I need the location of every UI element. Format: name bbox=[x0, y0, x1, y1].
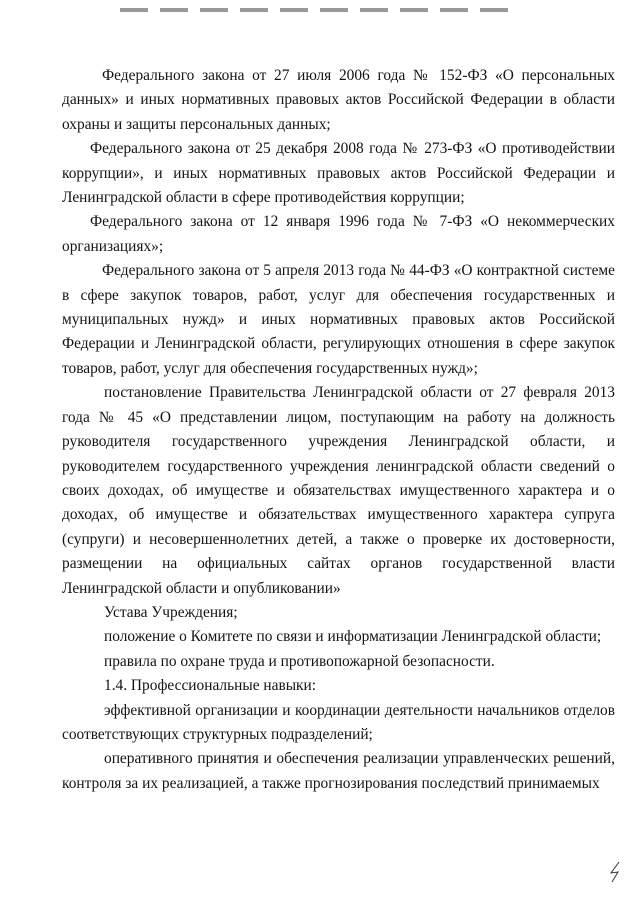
handwritten-mark-icon bbox=[608, 861, 622, 883]
paragraph-coordination: эффективной организации и координации деятельности начальников отделов соответствующих структурных подразделений; bbox=[62, 701, 615, 743]
paragraph-charter: Устава Учреждения; bbox=[104, 603, 238, 621]
paragraph-44-fz: Федерального закона от 5 апреля 2013 года № 44-ФЗ «О контрактной системе в сфере закупок товаров, работ, услуг для обеспечения государственных и муниципальных нужд» и иных нормативных правовых актов Российской Федерации и Ленинградской области, регулирующих отношения в сфере закупок товаров, работ, услуг для обеспечения государственных нужд»; bbox=[62, 262, 615, 377]
paragraph-committee-regulation: положение о Комитете по связи и информатизации Ленинградской области; bbox=[104, 628, 602, 646]
paragraph-152-fz: Федерального закона от 27 июля 2006 года № 152-ФЗ «О персональных данных» и иных нормативных правовых актов Российской Федерации в области охраны и защиты персональных данных; bbox=[62, 67, 615, 133]
section-heading-skills: 1.4. Профессиональные навыки: bbox=[104, 677, 317, 695]
paragraph-273-fz: Федерального закона от 25 декабря 2008 года № 273-ФЗ «О противодействии коррупции», и иных нормативных правовых актов Российской Федерации и Ленинградской области в сфере противодействия коррупции; bbox=[62, 140, 615, 207]
scan-header-marks bbox=[120, 8, 520, 12]
document-body bbox=[62, 64, 615, 796]
paragraph-safety-rules: правила по охране труда и противопожарной безопасности. bbox=[104, 652, 495, 670]
paragraph-decisions: оперативного принятия и обеспечения реализации управленческих решений, контроля за их реализацией, а также прогнозирования последствий принимаемых bbox=[62, 750, 615, 792]
paragraph-7-fz: Федерального закона от 12 января 1996 года № 7-ФЗ «О некоммерческих организациях»; bbox=[62, 213, 615, 255]
paragraph-resolution-45: постановление Правительства Ленинградской области от 27 февраля 2013 года № 45 «О представлении лицом, поступающим на работу на должность руководителя государственного учреждения Ленинградской области, и руководителем государственного учреждения ленинградской области сведений о своих доходах, об имуществе и обязательствах имущественного характера и о доходах, об имуществе и обязательствах имущественного характера супруга (супруги) и несовершеннолетних детей, а также о проверке их достоверности, размещении на официальных сайтах органов государственной власти Ленинградской области и опубликовании» bbox=[62, 384, 615, 597]
